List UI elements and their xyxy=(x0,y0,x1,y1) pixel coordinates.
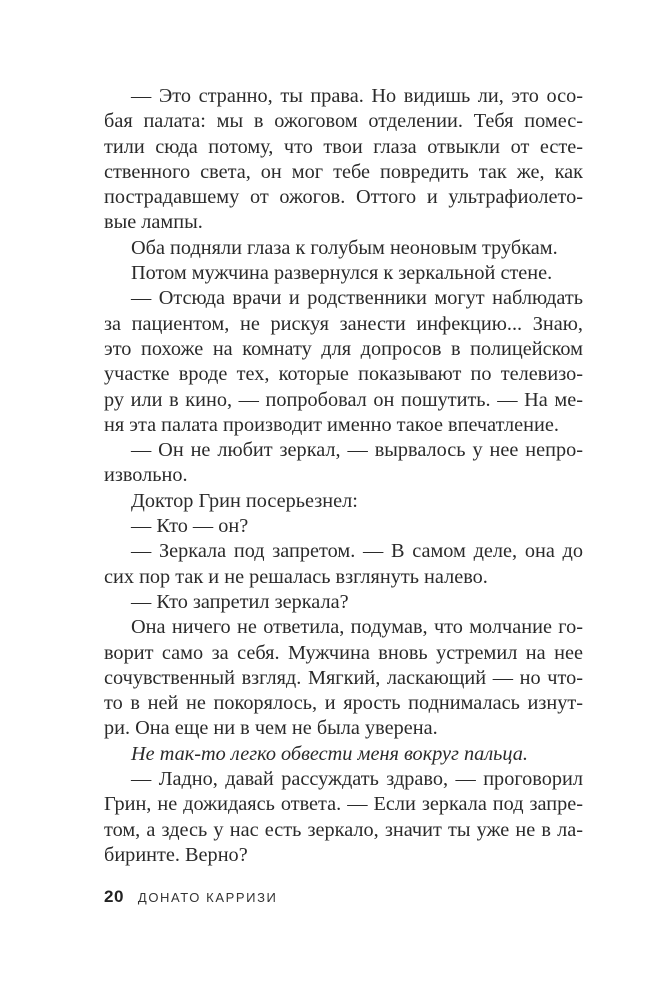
text-line: — Это странно, ты права. Но видишь ли, это осо- xyxy=(131,85,583,107)
text-line: ственного света, он мог тебе повредить так же, как xyxy=(104,160,583,183)
text-line: ру или в кино, — попробовал он пошутить. — На ме- xyxy=(104,388,583,411)
paragraph xyxy=(104,767,583,868)
paragraph xyxy=(104,286,583,438)
paragraph xyxy=(104,539,583,590)
page-number: 20 xyxy=(104,887,124,906)
text-line: за пациентом, не рискуя занести инфекцию... Знаю, xyxy=(104,312,583,335)
paragraph xyxy=(104,236,583,261)
paragraph xyxy=(104,590,583,615)
text-line: — Отсюда врачи и родственники могут наблюдать xyxy=(131,287,583,310)
text-line: извольно. xyxy=(104,464,188,487)
text-line: Грин, не дожидаясь ответа. — Если зеркала под запре- xyxy=(104,793,583,816)
text-line: бая палата: мы в ожоговом отделении. Тебя помес- xyxy=(104,110,583,133)
running-header-author: ДОНАТО КАРРИЗИ xyxy=(137,890,278,905)
text-line: Она ничего не ответила, подумав, что молчание го- xyxy=(131,616,583,639)
text-line: Не так-то легко обвести меня вокруг пальца. xyxy=(131,742,528,765)
text-line: биринте. Верно? xyxy=(104,843,248,866)
text-line: том, а здесь у нас есть зеркало, значит ты уже не в ла- xyxy=(104,818,583,841)
paragraph xyxy=(104,615,583,741)
text-line: Потом мужчина развернулся к зеркальной стене. xyxy=(131,262,553,285)
paragraph xyxy=(104,514,583,539)
text-line: Оба подняли глаза к голубым неоновым трубкам. xyxy=(131,236,558,259)
text-line: ворит само за себя. Мужчина вновь устремил на нее xyxy=(104,641,583,664)
page-footer xyxy=(104,887,278,907)
text-line: участке вроде тех, которые показывают по телевизо- xyxy=(104,363,583,386)
text-line: — Ладно, давай рассуждать здраво, — проговорил xyxy=(131,768,583,791)
paragraph xyxy=(104,742,583,767)
text-line: — Кто — он? xyxy=(131,515,249,538)
text-line: сих пор так и не решалась взглянуть налево. xyxy=(104,565,488,588)
text-line: — Зеркала под запретом. — В самом деле, она до xyxy=(131,540,583,563)
text-line: ня эта палата производит именно такое впечатление. xyxy=(104,413,559,436)
text-line: ри. Она еще ни в чем не была уверена. xyxy=(104,717,438,740)
paragraph xyxy=(104,261,583,286)
text-line: вые лампы. xyxy=(104,211,203,234)
paragraph xyxy=(104,489,583,514)
page-body-text xyxy=(104,84,583,868)
paragraph xyxy=(104,84,583,236)
text-line: сочувственный взгляд. Мягкий, ласкающий — но что- xyxy=(104,666,583,689)
paragraph xyxy=(104,438,583,489)
text-line: — Кто запретил зеркала? xyxy=(131,590,349,613)
text-line: Доктор Грин посерьезнел: xyxy=(131,489,358,512)
text-line: — Он не любит зеркал, — вырвалось у нее непро- xyxy=(131,439,583,462)
text-line: тили сюда потому, что твои глаза отвыкли от есте- xyxy=(104,135,583,158)
text-line: это похоже на комнату для допросов в полицейском xyxy=(104,337,583,360)
text-line: пострадавшему от ожогов. Оттого и ультрафиолето- xyxy=(104,186,583,209)
text-line: то в ней не покорялось, и ярость поднималась изнут- xyxy=(104,692,583,715)
